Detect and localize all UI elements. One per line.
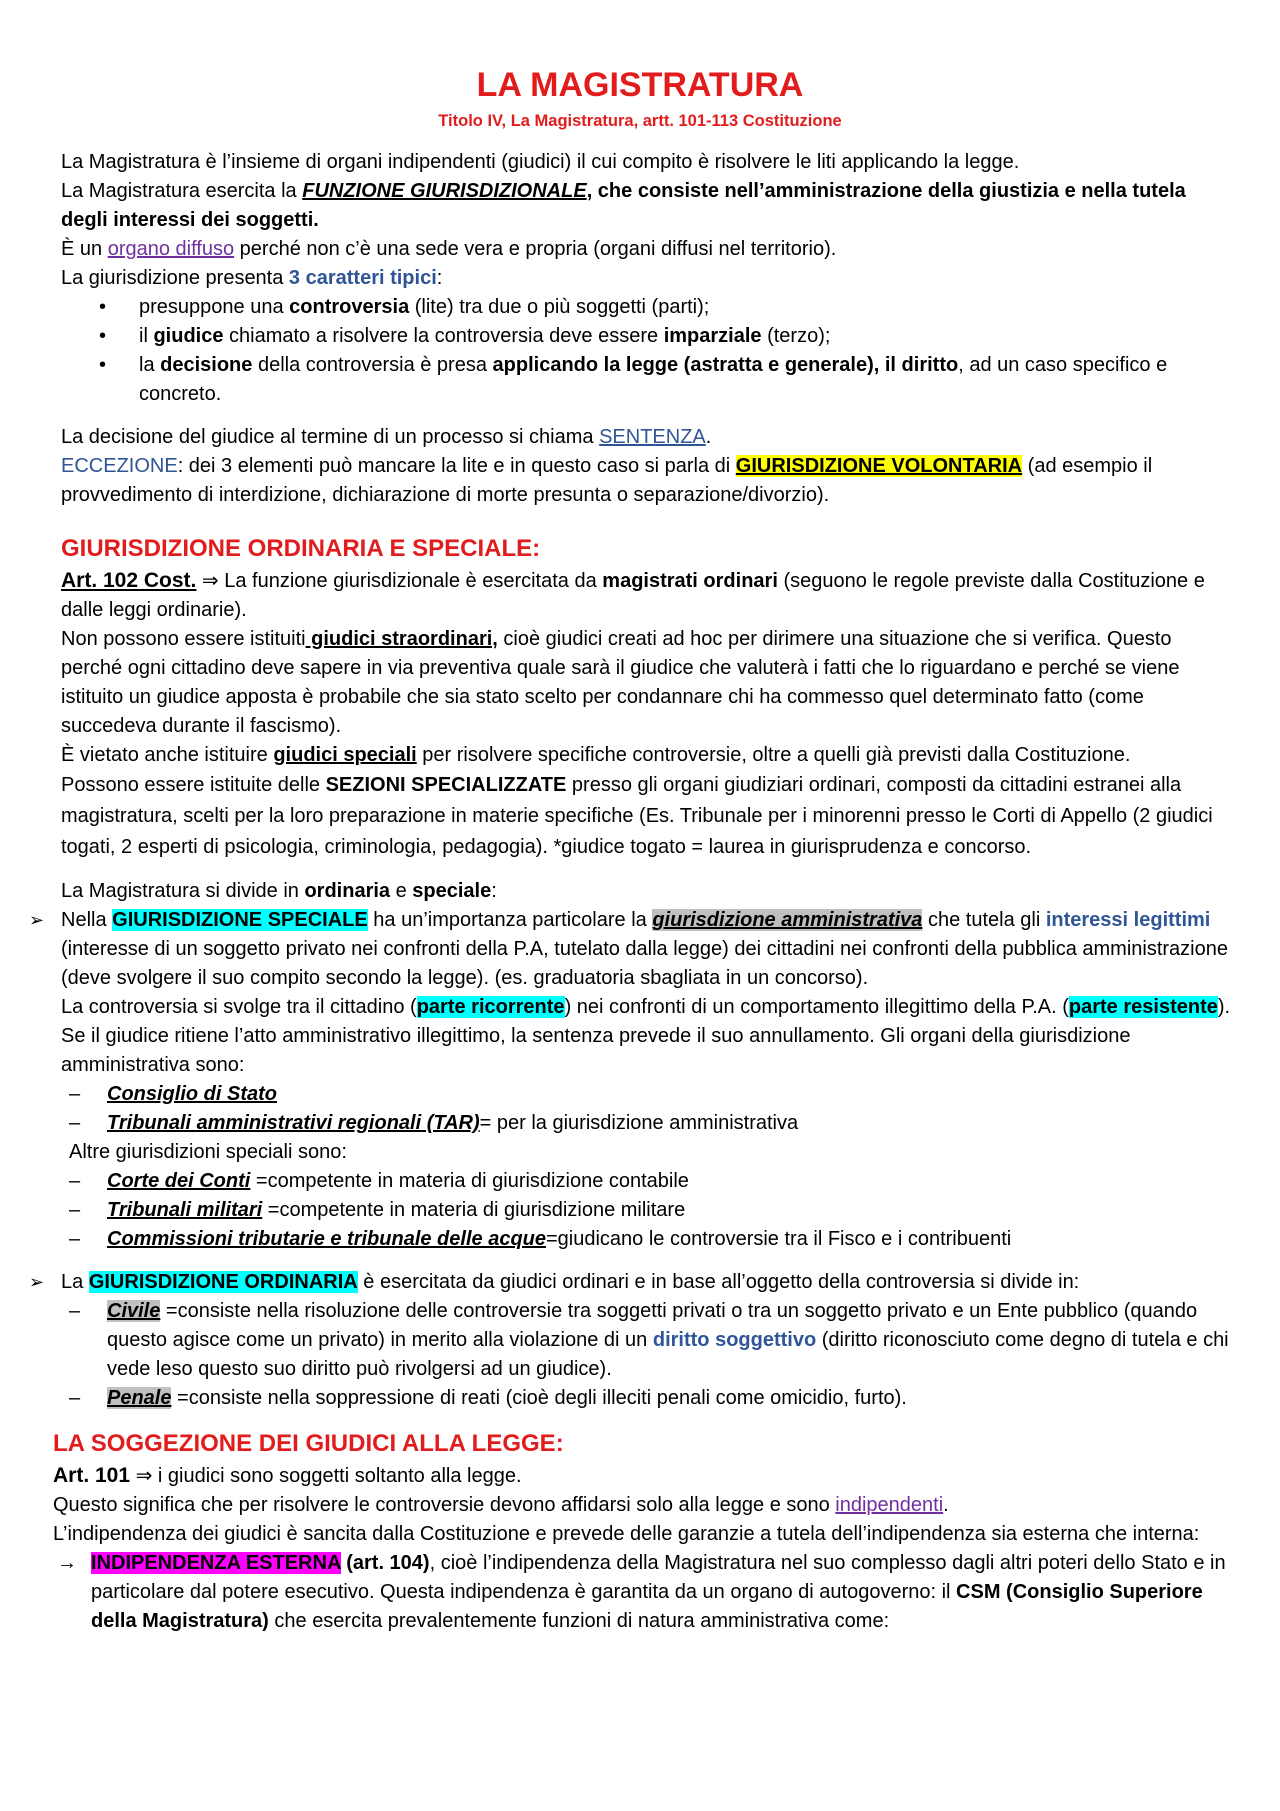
sentenza-term: SENTENZA [599,426,706,448]
dash-bullet-icon: – [69,1083,81,1105]
civile-highlight: Civile [107,1300,161,1322]
indipendenza-paragraph: L’indipendenza dei giudici è sancita dalla Costituzione e prevede delle garanzie a tutela dell’indipendenza sia esterna che interna: [53,1523,1200,1545]
indipendenti-term: indipendenti [835,1494,944,1516]
list-item: – Consiglio di Stato [61,1080,1231,1109]
parte-ricorrente-highlight: parte ricorrente [416,996,565,1018]
altre-giurisdizioni-label: Altre giurisdizioni speciali sono: [69,1141,347,1163]
intro-paragraph-5: La decisione del giudice al termine di un processo si chiama SENTENZA. [61,426,712,448]
dash-bullet-icon: – [69,1170,81,1192]
dash-bullet-icon: – [69,1228,81,1250]
list-item: – Corte dei Conti =competente in materia di giurisdizione contabile [61,1167,1231,1196]
dash-bullet-icon: – [69,1199,81,1221]
arrowhead-bullet-icon: ➢ [29,910,45,930]
list-item: – Civile =consiste nella risoluzione delle controversie tra soggetti privati o tra un soggetto privato e un Ente pubblico (quando questo agisce come un privato) in merito alla violazione di un diritto soggettivo (diritto riconosciuto come degno di tutela e chi vede leso questo suo diritto può rivolgersi ad un giudice). [61,1297,1231,1384]
implies-icon: ⇒ [130,1465,158,1487]
bullet-icon: • [99,354,107,376]
list-item: – Penale =consiste nella soppressione di reati (cioè degli illeciti penali come omicidio, furto). [61,1384,1231,1413]
giudici-straordinari-paragraph: Non possono essere istituiti giudici straordinari, cioè giudici creati ad hoc per dirimere una situazione che si verifica. Questo perché ogni cittadino deve sapere in via preventiva quale sarà il giudice che valuterà i fatti che lo riguardano e perché se viene istituito un giudice apposta è probabile che sia stato scelto per condannare chi ha commesso quel determinato fatto (come succedeva durante il fascismo). [61,628,1180,737]
bullet-icon: • [99,325,107,347]
implies-icon: ⇒ [196,570,225,592]
intro-paragraph-1: La Magistratura è l’insieme di organi indipendenti (giudici) il cui compito è risolvere le liti applicando la legge. [61,151,1020,173]
penale-highlight: Penale [107,1387,172,1409]
controversia-paragraph: La controversia si svolge tra il cittadino (parte ricorrente) nei confronti di un comportamento illegittimo della P.A. (parte resistente). Se il giudice ritiene l’atto amministrativo illegittimo, la sentenza prevede il suo annullamento. Gli organi della giurisdizione amministrativa sono: [61,996,1231,1076]
list-item: – Tribunali amministrativi regionali (TAR)= per la giurisdizione amministrativa [61,1109,1231,1138]
art-102-label: Art. 102 Cost. [61,569,197,592]
caratteri-tipici-term: 3 caratteri tipici [288,267,437,289]
dash-bullet-icon: – [69,1112,81,1134]
intro-paragraph-6: ECCEZIONE: dei 3 elementi può mancare la lite e in questo caso si parla di GIURISDIZIONE VOLONTARIA (ad esempio il provvedimento di interdizione, dichiarazione di morte presunta o separazione/divorzio). [61,455,1153,506]
list-item: – Commissioni tributarie e tribunale delle acque=giudicano le controversie tra il Fisco e i contribuenti [61,1225,1231,1254]
dash-bullet-icon: – [69,1387,81,1409]
giurisdizione-ordinaria-item: ➢ La GIURISDIZIONE ORDINARIA è esercitata da giudici ordinari e in base all’oggetto della controversia si divide in: [61,1268,1231,1297]
dash-bullet-icon: – [69,1300,81,1322]
organo-diffuso-term: organo diffuso [107,238,235,260]
section-heading-giurisdizione: GIURISDIZIONE ORDINARIA E SPECIALE: [61,535,541,562]
giurisdizione-ordinaria-highlight: GIURISDIZIONE ORDINARIA [88,1271,358,1293]
section-soggezione [53,1427,1231,1636]
funzione-giurisdizionale-term: FUNZIONE GIURISDIZIONALE [302,180,587,202]
bullet-item: • presuppone una controversia (lite) tra due o più soggetti (parti); [61,293,1231,322]
page-subtitle: Titolo IV, La Magistratura, artt. 101-113 Costituzione [438,112,842,130]
giurisdizione-speciale-item: ➢ Nella GIURISDIZIONE SPECIALE ha un’importanza particolare la giurisdizione amministrativa che tutela gli interessi legittimi (interesse di un soggetto privato nei confronti della P.A, tutelato dalla legge) dei cittadini nei confronti della pubblica amministrazione (deve svolgere il suo compito secondo la legge). (es. graduatoria sbagliata in un concorso). [61,906,1231,993]
sezioni-specializzate-paragraph: Possono essere istituite delle SEZIONI SPECIALIZZATE presso gli organi giudiziari ordinari, composti da cittadini estranei alla magistratura, scelti per la loro preparazione in materie specifiche (Es. Tribunale per i minorenni presso le Corti di Appello (2 giudici togati, 2 esperti di psicologia, criminologia, pedagogia). *giudice togato = laurea in giurisprudenza e concorso. [61,774,1213,858]
indipendenti-paragraph: Questo significa che per risolvere le controversie devono affidarsi solo alla legge e sono indipendenti. [53,1494,949,1516]
bullet-icon: • [99,296,107,318]
indipendenza-esterna-highlight: INDIPENDENZA ESTERNA [91,1552,341,1574]
magistratura-divisione-paragraph: La Magistratura si divide in ordinaria e speciale: [61,880,497,902]
giudici-speciali-paragraph: È vietato anche istituire giudici speciali per risolvere specifiche controversie, oltre a quelli già previsti dalla Costituzione. [61,744,1131,766]
art-101-label: Art. 101 [53,1464,131,1487]
parte-resistente-highlight: parte resistente [1068,996,1218,1018]
document-body [29,148,1231,1636]
intro-paragraph-2: La Magistratura esercita la FUNZIONE GIURISDIZIONALE, che consiste nell’amministrazione della giustizia e nella tutela degli interessi dei soggetti. [61,180,1186,231]
giurisdizione-volontaria-highlight: GIURISDIZIONE VOLONTARIA [735,455,1023,477]
art-101-paragraph: Art. 101 ⇒ i giudici sono soggetti soltanto alla legge. [53,1464,522,1487]
intro-paragraph-4: La giurisdizione presenta 3 caratteri tipici: [61,267,443,289]
arrowhead-bullet-icon: ➢ [29,1272,45,1292]
intro-paragraph-3: È un organo diffuso perché non c’è una sede vera e propria (organi diffusi nel territorio). [61,238,837,260]
right-arrow-icon: → [57,1552,77,1574]
art-102-paragraph: Art. 102 Cost. ⇒ La funzione giurisdizionale è esercitata da magistrati ordinari (seguono le regole previste dalla Costituzione e dalle leggi ordinarie). [61,569,1205,621]
list-item: – Tribunali militari =competente in materia di giurisdizione militare [61,1196,1231,1225]
indipendenza-esterna-item: → INDIPENDENZA ESTERNA (art. 104), cioè l’indipendenza della Magistratura nel suo complesso dagli altri poteri dello Stato e in particolare dal potere esecutivo. Questa indipendenza è garantita da un organo di autogoverno: il CSM (Consiglio Superiore della Magistratura) che esercita prevalentemente funzioni di natura amministrativa come: [53,1549,1231,1636]
section-heading-soggezione: LA SOGGEZIONE DEI GIUDICI ALLA LEGGE: [53,1430,564,1457]
page-title: LA MAGISTRATURA [476,66,804,104]
giurisdizione-speciale-highlight: GIURISDIZIONE SPECIALE [112,909,368,931]
bullet-item: • il giudice chiamato a risolvere la controversia deve essere imparziale (terzo); [61,322,1231,351]
eccezione-label: ECCEZIONE [61,455,178,477]
bullet-item: • la decisione della controversia è presa applicando la legge (astratta e generale), il diritto, ad un caso specifico e concreto. [61,351,1231,409]
giurisdizione-amministrativa-highlight: giurisdizione amministrativa [652,909,923,931]
